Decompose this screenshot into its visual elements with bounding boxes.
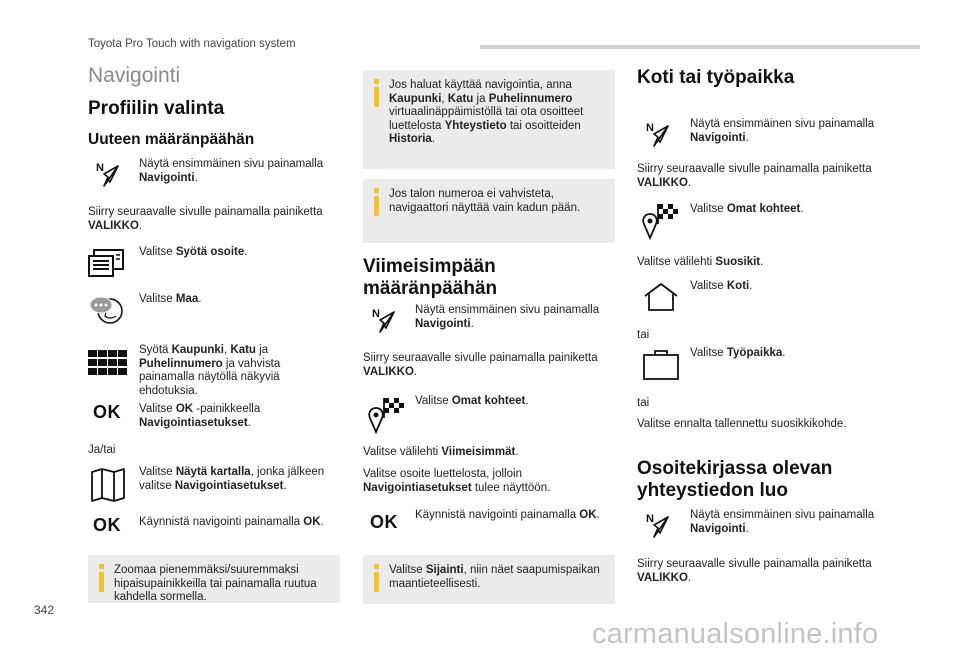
- navigation-icon: [646, 120, 674, 150]
- connector-text: Ja/tai: [88, 444, 116, 456]
- step-text: Valitse Maa.: [139, 293, 202, 305]
- step-text: Näytä ensimmäinen sivu painamalla Navigointi.: [690, 118, 875, 144]
- svg-text:N: N: [372, 308, 380, 320]
- ok-icon: OK: [370, 512, 398, 532]
- step-text: Valitse Työpaikka.: [690, 347, 786, 359]
- info-note: Jos haluat käyttää navigointia, anna Kaupunki, Katu ja Puhelinnumero virtuaalinäppäimistöllä tai ota osoitteet luettelosta Yhteystieto tai osoitteiden Historia.: [363, 70, 615, 169]
- heading-uuteen: Uuteen määränpäähän: [88, 131, 255, 148]
- step-text: Siirry seuraavalle sivulle painamalla painiketta VALIKKO.: [88, 206, 323, 232]
- info-note: Valitse Sijainti, niin näet saapumispaikan maantieteellisesti.: [363, 555, 615, 604]
- step-text: Valitse välilehti Suosikit.: [637, 256, 764, 268]
- navigation-icon: [646, 511, 674, 541]
- page-number: 342: [34, 603, 55, 617]
- info-icon: [372, 188, 382, 216]
- page-title: Navigointi: [88, 64, 181, 87]
- step-text: Valitse Omat kohteet.: [415, 395, 529, 407]
- section-header: Toyota Pro Touch with navigation system: [88, 38, 296, 50]
- step-text: Käynnistä navigointi painamalla OK.: [415, 509, 600, 521]
- heading-osoitekirja: Osoitekirjassa olevan yhteystiedon luo: [637, 458, 833, 501]
- step-text: Valitse ennalta tallennettu suosikkikohde.: [637, 418, 847, 430]
- heading-profiilin-valinta: Profiilin valinta: [88, 98, 225, 119]
- header-rule: [480, 45, 920, 49]
- heading-viimeisimpaan: Viimeisimpään määränpäähän: [363, 256, 498, 299]
- step-text: Näytä ensimmäinen sivu painamalla Navigointi.: [139, 158, 324, 184]
- map-icon: [90, 468, 126, 502]
- info-note: Jos talon numeroa ei vahvisteta, navigaattori näyttää vain kadun pään.: [363, 179, 615, 243]
- connector-text: tai: [637, 397, 650, 409]
- home-icon: [643, 282, 679, 312]
- info-icon: [372, 79, 382, 107]
- step-text: Käynnistä navigointi painamalla OK.: [139, 516, 324, 528]
- step-text: Siirry seuraavalle sivulle painamalla painiketta VALIKKO.: [637, 163, 872, 189]
- step-text: Valitse Omat kohteet.: [690, 203, 804, 215]
- country-globe-icon: [88, 294, 126, 326]
- connector-text: tai: [637, 329, 650, 341]
- favorites-flag-icon: [640, 202, 680, 240]
- info-icon: [372, 564, 382, 592]
- navigation-icon: [372, 306, 400, 336]
- step-text: Valitse Syötä osoite.: [139, 246, 248, 258]
- keypad-grid-icon: [88, 350, 128, 376]
- info-icon: [97, 564, 107, 592]
- keyboard-address-icon: [88, 248, 126, 278]
- step-text: Siirry seuraavalle sivulle painamalla painiketta VALIKKO.: [637, 558, 872, 584]
- info-note: Zoomaa pienemmäksi/suuremmaksi hipaisupainikkeilla tai painamalla ruutua kahdella sormella.: [88, 555, 340, 603]
- work-briefcase-icon: [642, 349, 680, 381]
- ok-icon: OK: [93, 402, 121, 422]
- step-text: Valitse OK -painikkeella Navigointiasetukset.: [139, 403, 261, 429]
- heading-koti: Koti tai työpaikka: [637, 67, 795, 88]
- watermark: carmanualsonline.info: [592, 618, 879, 650]
- step-text: Valitse Koti.: [690, 280, 753, 292]
- step-text: Näytä ensimmäinen sivu painamalla Navigointi.: [690, 509, 875, 535]
- svg-text:N: N: [646, 513, 654, 525]
- svg-text:N: N: [646, 122, 654, 134]
- step-text: Valitse osoite luettelosta, jolloin Navigointiasetukset tulee näyttöön.: [363, 468, 551, 494]
- step-text: Siirry seuraavalle sivulle painamalla painiketta VALIKKO.: [363, 352, 598, 378]
- favorites-flag-icon: [366, 396, 406, 434]
- step-text: Näytä ensimmäinen sivu painamalla Navigointi.: [415, 304, 600, 330]
- svg-text:N: N: [96, 162, 104, 174]
- step-text: Valitse välilehti Viimeisimmät.: [363, 446, 519, 458]
- step-text: Valitse Näytä kartalla, jonka jälkeen valitse Navigointiasetukset.: [139, 466, 325, 492]
- ok-icon: OK: [93, 515, 121, 535]
- step-text: Syötä Kaupunki, Katu ja Puhelinnumero ja vahvista painamalla näytöllä näkyviä ehdotuksia.: [139, 344, 281, 397]
- navigation-icon: [96, 160, 124, 190]
